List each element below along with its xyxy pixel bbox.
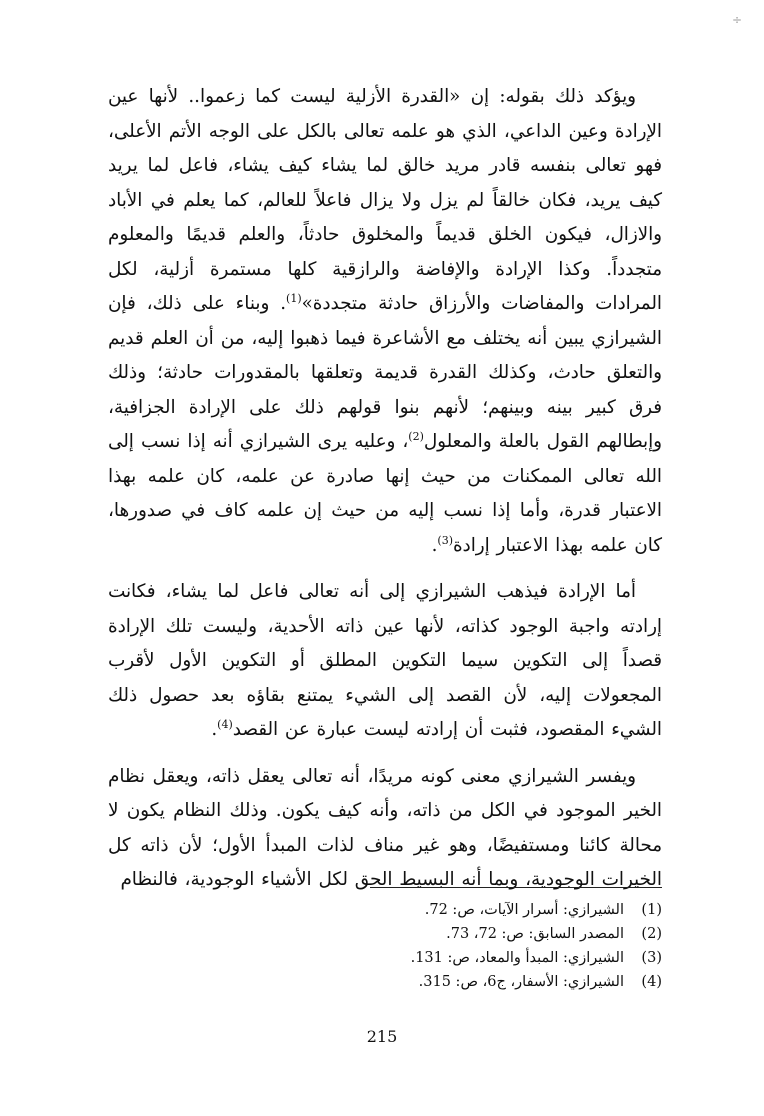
paragraph-1-text-c: ، وعليه يرى الشيرازي أنه إذا نسب إلى الله تعالى الممكنات من حيث إنها صادرة عن علمه، كان علمه بهذا الاعتبار قدرة، وأما إذا نسب إليه من حيث إن علمه كاف في صدورها، كان علمه بهذا الاعتبار إرادة <box>108 431 662 556</box>
main-text <box>108 80 662 898</box>
paragraph-1-text-a: ويؤكد ذلك بقوله: إن «القدرة الأزلية ليست كما زعموا.. لأنها عين الإرادة وعين الداعي، الذي هو علمه تعالى بالكل على الوجه الأتم الأعلى، فهو تعالى بنفسه قادر مريد خالق لما يشاء كيف يشاء، فاعل لما يريد كيف يريد، فكان خالقاً لم يزل ولا يزال فاعلاً للعالم، كما يعلم في الأباد والازال، فيكون الخلق قديماً والمخلوق حادثاً، والعلم قديمًا والمعلوم متجدداً. وكذا الإرادة والإفاضة والرازقية كلها مستمرة أزلية، لكل المرادات والمفاضات والأرزاق حادثة متجددة» <box>108 86 662 314</box>
footnote-ref-4[interactable]: (4) <box>217 717 233 731</box>
footnote-number: (1) <box>641 902 662 918</box>
footnote-2 <box>192 922 662 946</box>
footnote-text: الشيرازي: الأسفار، ج6، ص: 315. <box>418 974 624 990</box>
page-number: 215 <box>366 1027 398 1046</box>
footnote-divider <box>370 887 662 888</box>
footnote-text: الشيرازي: المبدأ والمعاد، ص: 131. <box>410 950 624 966</box>
paragraph-2-text-a: أما الإرادة فيذهب الشيرازي إلى أنه تعالى فاعل لما يشاء، فكانت إرادته واجبة الوجود كذاته، لأنها عين ذاته الأحدية، وليست تلك الإرادة قصداً إلى التكوين سيما التكوين المطلق أو التكوين الأول لأقرب المجعولات إليه، لأن القصد إلى الشيء يمتنع بقاؤه بعد حصول ذلك الشيء المقصود، فثبت أن إرادته ليست عبارة عن القصد <box>108 581 662 740</box>
paragraph-3 <box>108 760 662 898</box>
footnote-ref-1[interactable]: (1) <box>286 291 302 305</box>
footnotes <box>192 898 662 994</box>
footnote-3 <box>192 946 662 970</box>
footnote-number: (4) <box>641 974 662 990</box>
paragraph-1-text-d: . <box>431 534 438 556</box>
footnote-ref-3[interactable]: (3) <box>437 533 453 547</box>
footnote-ref-2[interactable]: (2) <box>408 429 424 443</box>
footnote-text: المصدر السابق: ص: 72، 73. <box>446 926 624 942</box>
footnote-number: (3) <box>641 950 662 966</box>
footnote-number: (2) <box>641 926 662 942</box>
page-edge-mark: ÷ <box>731 13 742 27</box>
footnote-4 <box>192 970 662 994</box>
paragraph-1-text-b: . وبناء على ذلك، فإن الشيرازي يبين أنه يختلف مع الأشاعرة فيما ذهبوا إليه، من أن العلم قديم والتعلق حادث، وكذلك القدرة قديمة وتعلقها بالمقدورات حادثة؛ وذلك فرق كبير بينه وبينهم؛ لأنهم بنوا قولهم ذلك على الإرادة الجزافية، وإبطالهم القول بالعلة والمعلول <box>108 293 663 452</box>
paragraph-3-text: ويفسر الشيرازي معنى كونه مريدًا، أنه تعالى يعقل ذاته، ويعقل نظام الخير الموجود في الكل من ذاته، وأنه كيف يكون. وذلك النظام يكون لا محالة كائنا ومستفيضًا، وهو غير مناف لذات المبدأ الأول؛ لأن ذاته كل الخيرات الوجودية، وبما أنه البسيط الحق لكل الأشياء الوجودية، فالنظام <box>108 765 662 890</box>
footnote-1 <box>192 898 662 922</box>
footnote-text: الشيرازي: أسرار الآيات، ص: 72. <box>424 902 624 918</box>
paragraph-2 <box>108 575 662 748</box>
paragraph-2-text-b: . <box>211 719 218 740</box>
paragraph-1 <box>108 80 662 563</box>
